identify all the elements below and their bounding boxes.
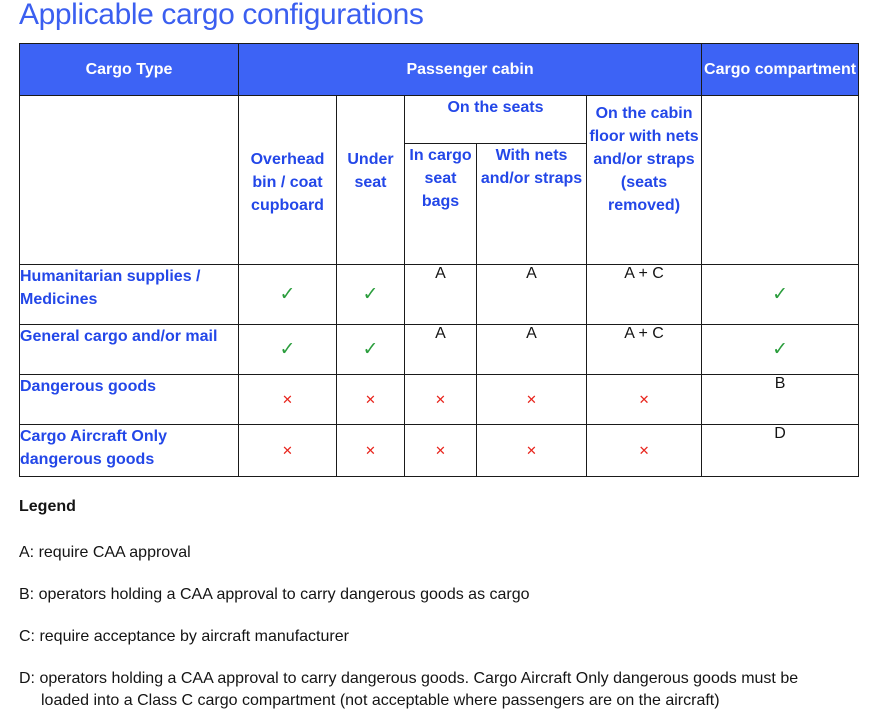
cell-compartment: D xyxy=(702,425,859,477)
cell-overhead xyxy=(239,265,337,325)
table-row xyxy=(20,325,859,375)
check-icon: ✓ xyxy=(362,339,379,360)
cross-icon: ✕ xyxy=(435,391,446,407)
legend-title: Legend xyxy=(19,498,76,515)
cell-overhead xyxy=(239,375,337,425)
cross-icon: ✕ xyxy=(638,391,650,407)
cell-compartment xyxy=(702,325,859,375)
subheader-in-cargo-seat-bags: In cargo seat bags xyxy=(405,144,477,265)
subheader-with-nets: With nets and/or straps xyxy=(477,144,587,265)
subheader-under-seat: Under seat xyxy=(337,96,405,265)
subheader-row xyxy=(20,96,859,144)
check-icon: ✓ xyxy=(772,339,788,360)
cross-icon: ✕ xyxy=(365,442,376,458)
header-row xyxy=(20,44,859,96)
cell-nets: A xyxy=(477,325,587,375)
row-label: Humanitarian supplies / Medicines xyxy=(20,265,239,325)
table-row xyxy=(20,375,859,425)
row-label: General cargo and/or mail xyxy=(20,325,239,375)
table-row xyxy=(20,265,859,325)
legend-item-d xyxy=(19,668,798,712)
header-cargo-type: Cargo Type xyxy=(20,44,239,96)
cell-seat-bags xyxy=(405,425,477,477)
legend-item-c: C: require acceptance by aircraft manufacturer xyxy=(19,628,349,645)
header-passenger-cabin: Passenger cabin xyxy=(239,44,702,96)
cross-icon: ✕ xyxy=(526,391,537,407)
cargo-configurations-table xyxy=(19,43,859,477)
cell-seat-bags: A xyxy=(405,265,477,325)
cell-under-seat xyxy=(337,425,405,477)
table-row xyxy=(20,425,859,477)
row-label: Dangerous goods xyxy=(20,375,239,425)
cell-under-seat xyxy=(337,325,405,375)
subheader-overhead: Overhead bin / coat cupboard xyxy=(239,96,337,265)
cross-icon: ✕ xyxy=(526,442,537,458)
subheader-empty-cell xyxy=(20,96,239,265)
legend-item-b: B: operators holding a CAA approval to carry dangerous goods as cargo xyxy=(19,586,530,603)
check-icon: ✓ xyxy=(279,284,296,305)
legend-item-d-line1: D: operators holding a CAA approval to carry dangerous goods. Cargo Aircraft Only dangerous goods must be xyxy=(19,670,799,687)
cell-compartment: B xyxy=(702,375,859,425)
cell-under-seat xyxy=(337,375,405,425)
cell-under-seat xyxy=(337,265,405,325)
cell-nets xyxy=(477,375,587,425)
subheader-on-the-seats: On the seats xyxy=(405,96,587,144)
cross-icon: ✕ xyxy=(282,391,293,407)
cell-floor: A + C xyxy=(587,265,702,325)
row-label: Cargo Aircraft Only dangerous goods xyxy=(20,425,239,477)
cell-floor: A + C xyxy=(587,325,702,375)
cross-icon: ✕ xyxy=(365,391,376,407)
cell-floor xyxy=(587,375,702,425)
check-icon: ✓ xyxy=(279,339,296,360)
cell-overhead xyxy=(239,425,337,477)
legend-item-d-line2: loaded into a Class C cargo compartment (not acceptable where passengers are on the aircraft) xyxy=(41,692,720,709)
cell-floor xyxy=(587,425,702,477)
legend-item-a: A: require CAA approval xyxy=(19,544,191,561)
subheader-empty-compartment xyxy=(702,96,859,265)
check-icon: ✓ xyxy=(362,284,379,305)
cross-icon: ✕ xyxy=(638,442,650,458)
cell-seat-bags xyxy=(405,375,477,425)
page-title: Applicable cargo configurations xyxy=(19,0,424,31)
cell-nets xyxy=(477,425,587,477)
cross-icon: ✕ xyxy=(435,442,446,458)
cell-seat-bags: A xyxy=(405,325,477,375)
header-cargo-compartment: Cargo compartment xyxy=(702,44,859,96)
cell-overhead xyxy=(239,325,337,375)
cell-nets: A xyxy=(477,265,587,325)
check-icon: ✓ xyxy=(772,284,788,305)
cross-icon: ✕ xyxy=(282,442,293,458)
cell-compartment xyxy=(702,265,859,325)
subheader-cabin-floor: On the cabin floor with nets and/or straps (seats removed) xyxy=(587,96,702,265)
